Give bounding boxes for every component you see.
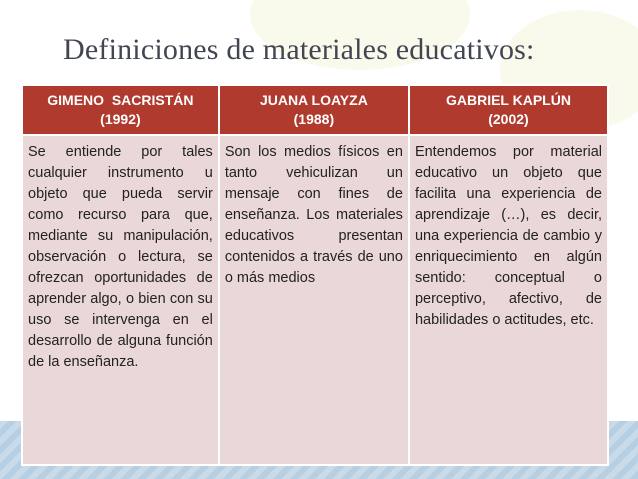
header-cell-loayza bbox=[219, 85, 409, 135]
author-year: (1992) bbox=[100, 111, 141, 127]
definition-sacristan: Se entiende por tales cualquier instrumento u objeto que pueda servir como recurso para que, mediante su manipulación, observación o lectura, se ofrezcan oportunidades de aprender algo, o bien con su uso se intervenga en el desarrollo de alguna función de la enseñanza. bbox=[22, 135, 219, 465]
author-year: (2002) bbox=[488, 111, 529, 127]
author-name: JUANA LOAYZA bbox=[259, 92, 368, 108]
definitions-table bbox=[21, 84, 609, 466]
author-name: GABRIEL KAPLÚN bbox=[445, 92, 571, 108]
header-cell-kaplun bbox=[409, 85, 608, 135]
header-cell-sacristan bbox=[22, 85, 219, 135]
table-row bbox=[22, 135, 608, 465]
page-title: Definiciones de materiales educativos: bbox=[63, 33, 535, 66]
definition-loayza: Son los medios físicos en tanto vehiculizan un mensaje con fines de enseñanza. Los materiales educativos presentan contenidos a través de uno o más medios bbox=[219, 135, 409, 465]
author-year: (1988) bbox=[293, 111, 335, 127]
definition-kaplun: Entendemos por material educativo un objeto que facilita una experiencia de aprendizaje (…), es decir, una experiencia de cambio y enriquecimiento en algún sentido: conceptual o perceptivo, afectivo, de habilidades o actitudes, etc. bbox=[409, 135, 608, 465]
table-header-row bbox=[22, 85, 608, 135]
author-name: GIMENO SACRISTÁN bbox=[47, 92, 194, 108]
